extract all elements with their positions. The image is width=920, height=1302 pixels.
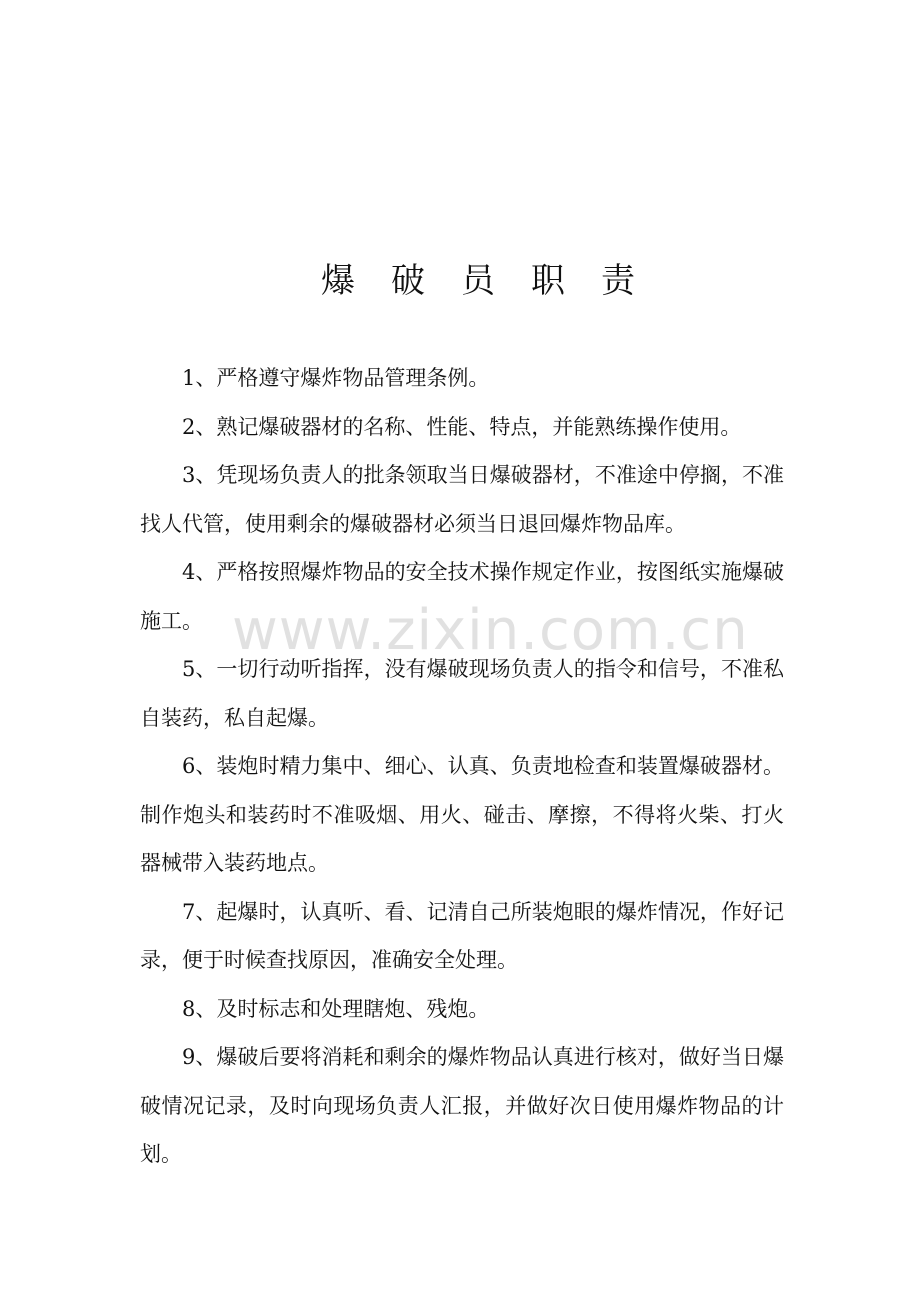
title-char: 责 <box>601 261 635 301</box>
duty-item: 1、严格遵守爆炸物品管理条例。 <box>182 366 490 390</box>
duty-item: 7、起爆时，认真听、看、记清自己所装炮眼的爆炸情况，作好记录，便于时候查找原因，准确安全处理。 <box>140 899 784 972</box>
title-char: 员 <box>461 261 495 301</box>
duty-item: 2、熟记爆破器材的名称、性能、特点，并能熟练操作使用。 <box>182 414 742 439</box>
title-char: 职 <box>531 261 565 301</box>
duty-list <box>140 354 784 1179</box>
duty-item: 4、严格按照爆炸物品的安全技术操作规定作业，按图纸实施爆破施工。 <box>140 560 784 633</box>
duty-item: 9、爆破后要将消耗和剩余的爆炸物品认真进行核对，做好当日爆破情况记录，及时向现场负责人汇报，并做好次日使用爆炸物品的计划。 <box>140 1045 784 1166</box>
title-char: 爆 <box>321 261 355 301</box>
page-title <box>0 255 920 307</box>
duty-item: 6、装炮时精力集中、细心、认真、负责地检查和装置爆破器材。制作炮头和装药时不准吸烟、用火、碰击、摩擦，不得将火柴、打火器械带入装药地点。 <box>140 754 784 875</box>
duty-item: 3、凭现场负责人的批条领取当日爆破器材，不准途中停搁，不准找人代管，使用剩余的爆破器材必须当日退回爆炸物品库。 <box>140 463 784 536</box>
duty-item: 5、一切行动听指挥，没有爆破现场负责人的指令和信号，不准私自装药，私自起爆。 <box>140 657 784 730</box>
title-char: 破 <box>391 261 425 301</box>
duty-item: 8、及时标志和处理瞎炮、残炮。 <box>182 996 490 1021</box>
watermark: www.zixin.com.cn <box>232 598 749 663</box>
